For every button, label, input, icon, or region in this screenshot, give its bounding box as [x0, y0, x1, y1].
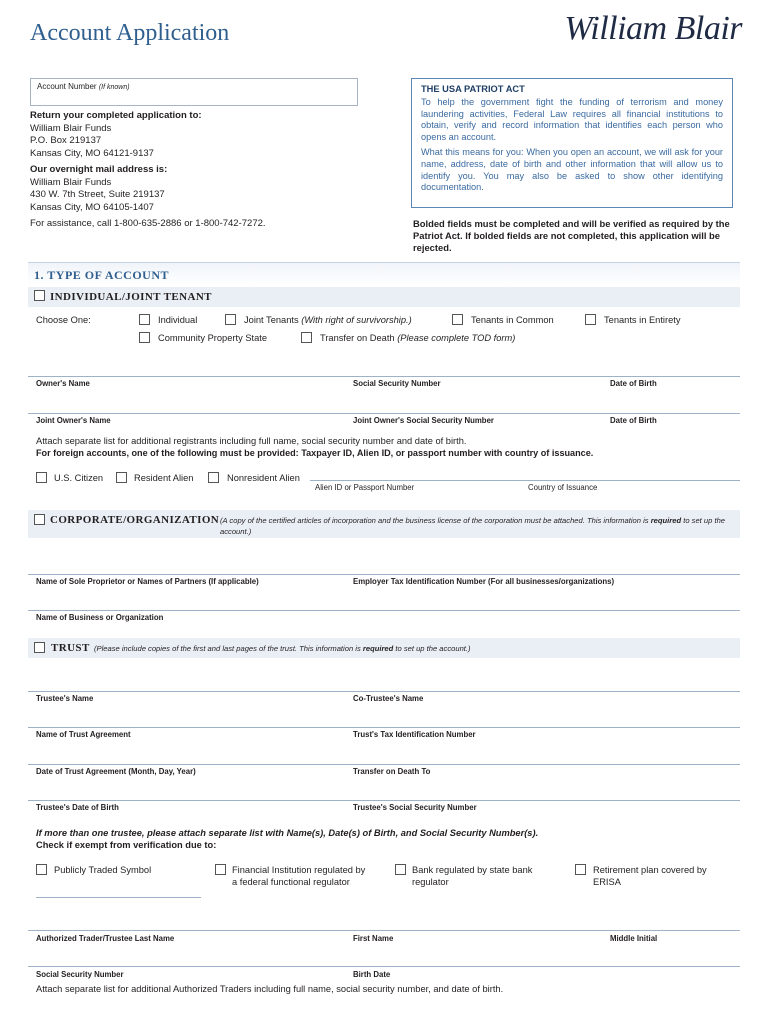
business-name-label: Name of Business or Organization — [36, 613, 164, 622]
community-property-checkbox[interactable] — [139, 332, 150, 343]
return-address: Return your completed application to: William Blair Funds P.O. Box 219137 Kansas City, MO 64121-9137 — [30, 110, 202, 159]
corporate-checkbox[interactable] — [34, 514, 45, 525]
joint-tenants-label: Joint Tenants (With right of survivorship.) — [244, 315, 412, 325]
trust-checkbox[interactable] — [34, 642, 45, 653]
individual-checkbox[interactable] — [139, 314, 150, 325]
us-citizen-label: U.S. Citizen — [54, 473, 104, 483]
trust-heading: TRUST — [51, 642, 90, 654]
transfer-on-death-checkbox[interactable] — [301, 332, 312, 343]
individual-label: Individual — [158, 315, 198, 325]
state-bank-checkbox[interactable] — [395, 864, 406, 875]
co-trustee-label: Co-Trustee's Name — [353, 694, 424, 703]
joint-owner-line[interactable] — [28, 413, 740, 414]
multi-trustee-note: If more than one trustee, please attach separate list with Name(s), Date(s) of Birth, and Social Security Number(s). — [36, 828, 539, 838]
patriot-heading: THE USA PATRIOT ACT — [421, 84, 525, 94]
foreign-accounts-note: For foreign accounts, one of the following must be provided: Taxpayer ID, Alien ID, or passport number with country of issuance. — [36, 448, 594, 458]
tenants-entirety-checkbox[interactable] — [585, 314, 596, 325]
joint-ssn-label: Joint Owner's Social Security Number — [353, 416, 494, 425]
trust-agreement-label: Name of Trust Agreement — [36, 730, 131, 739]
first-name-label: First Name — [353, 934, 394, 943]
bolded-fields-notice: Bolded fields must be completed and will be verified as required by the Patriot Act. If bolded fields are not completed, this application will be rejected. — [413, 218, 730, 253]
community-property-label: Community Property State — [158, 333, 268, 343]
ssn-label: Social Security Number — [353, 379, 441, 388]
auth-attach-note: Attach separate list for additional Authorized Traders including full name, social security number, and date of birth. — [36, 984, 504, 994]
joint-dob-label: Date of Birth — [610, 416, 657, 425]
resident-alien-label: Resident Alien — [134, 473, 194, 483]
auth-trader-line[interactable] — [28, 930, 740, 931]
auth-ssn-label: Social Security Number — [36, 970, 124, 979]
section-1-title: 1. TYPE OF ACCOUNT — [34, 268, 170, 282]
dob-label: Date of Birth — [610, 379, 657, 388]
country-issuance-label: Country of Issuance — [528, 483, 598, 492]
page-title: Account Application — [30, 20, 230, 46]
tenants-entirety-label: Tenants in Entirety — [604, 315, 681, 325]
financial-institution-checkbox[interactable] — [215, 864, 226, 875]
trustee-dob-label: Trustee's Date of Birth — [36, 803, 119, 812]
public-symbol-checkbox[interactable] — [36, 864, 47, 875]
section-1-header — [28, 262, 740, 285]
exempt-note: Check if exempt from verification due to: — [36, 840, 217, 850]
account-number-field[interactable] — [30, 78, 358, 106]
trust-tod-label: Transfer on Death To — [353, 767, 431, 776]
trust-tax-id-label: Trust's Tax Identification Number — [353, 730, 476, 739]
attach-registrants-note: Attach separate list for additional registrants including full name, social security number and date of birth. — [36, 436, 467, 446]
overnight-address: Our overnight mail address is: William Blair Funds 430 W. 7th Street, Suite 219137 Kansas City, MO 64105-1407 — [30, 164, 168, 213]
owner-name-label: Owner's Name — [36, 379, 90, 388]
public-symbol-line[interactable] — [36, 897, 201, 898]
erisa-label: Retirement plan covered by ERISA — [593, 865, 707, 887]
sole-proprietor-line[interactable] — [28, 574, 740, 575]
public-symbol-label: Publicly Traded Symbol — [54, 865, 152, 875]
business-name-line[interactable] — [28, 610, 740, 611]
trust-date-line[interactable] — [28, 764, 740, 765]
trustee-ssn-label: Trustee's Social Security Number — [353, 803, 477, 812]
return-heading: Return your completed application to: — [30, 110, 202, 121]
tenants-common-label: Tenants in Common — [471, 315, 554, 325]
account-number-label: Account Number (If known) — [37, 82, 130, 91]
resident-alien-checkbox[interactable] — [116, 472, 127, 483]
patriot-paragraph-1: To help the government fight the funding of terrorism and money laundering activities, Federal Law requires all financial institutions to obtain, verify and record information that identifies each person who opens an account. — [421, 96, 723, 143]
alien-id-line[interactable] — [310, 480, 740, 481]
nonresident-alien-label: Nonresident Alien — [227, 473, 300, 483]
financial-institution-label: Financial Institution regulated by a federal functional regulator — [232, 865, 366, 887]
william-blair-logo: William Blair — [564, 10, 742, 47]
corporate-note: (A copy of the certified articles of incorporation and the business license of the corporation must be attached. This information is required to set up the account.) — [220, 516, 726, 536]
sole-proprietor-label: Name of Sole Proprietor or Names of Partners (If applicable) — [36, 577, 259, 586]
choose-one-label: Choose One: — [36, 315, 91, 325]
nonresident-alien-checkbox[interactable] — [208, 472, 219, 483]
individual-joint-heading: INDIVIDUAL/JOINT TENANT — [50, 291, 212, 303]
middle-initial-label: Middle Initial — [610, 934, 658, 943]
trustee-name-label: Trustee's Name — [36, 694, 94, 703]
auth-ssn-line[interactable] — [28, 966, 740, 967]
individual-joint-checkbox[interactable] — [34, 290, 45, 301]
assistance-phone: For assistance, call 1-800-635-2886 or 1-800-742-7272. — [30, 218, 266, 229]
us-citizen-checkbox[interactable] — [36, 472, 47, 483]
joint-owner-name-label: Joint Owner's Name — [36, 416, 111, 425]
trust-agreement-line[interactable] — [28, 727, 740, 728]
trustee-dob-line[interactable] — [28, 800, 740, 801]
auth-last-name-label: Authorized Trader/Trustee Last Name — [36, 934, 175, 943]
corporate-heading: CORPORATE/ORGANIZATION — [50, 514, 220, 526]
ein-label: Employer Tax Identification Number (For all businesses/organizations) — [353, 577, 615, 586]
alien-id-label: Alien ID or Passport Number — [315, 483, 415, 492]
tenants-common-checkbox[interactable] — [452, 314, 463, 325]
trust-date-label: Date of Trust Agreement (Month, Day, Year) — [36, 767, 196, 776]
joint-tenants-checkbox[interactable] — [225, 314, 236, 325]
trust-note: (Please include copies of the first and last pages of the trust. This information is required to set up the account.) — [94, 644, 471, 653]
owner-line[interactable] — [28, 376, 740, 377]
trustee-line[interactable] — [28, 691, 740, 692]
transfer-on-death-label: Transfer on Death (Please complete TOD form) — [320, 333, 516, 343]
patriot-act-box — [411, 78, 733, 208]
birth-date-label: Birth Date — [353, 970, 391, 979]
state-bank-label: Bank regulated by state bank regulator — [412, 865, 533, 887]
overnight-heading: Our overnight mail address is: — [30, 164, 168, 175]
patriot-paragraph-2: What this means for you: When you open an account, we will ask for your name, address, date of birth and other information that will allow us to identify you. You may also be asked to show other identifying documentation. — [421, 146, 723, 193]
erisa-checkbox[interactable] — [575, 864, 586, 875]
